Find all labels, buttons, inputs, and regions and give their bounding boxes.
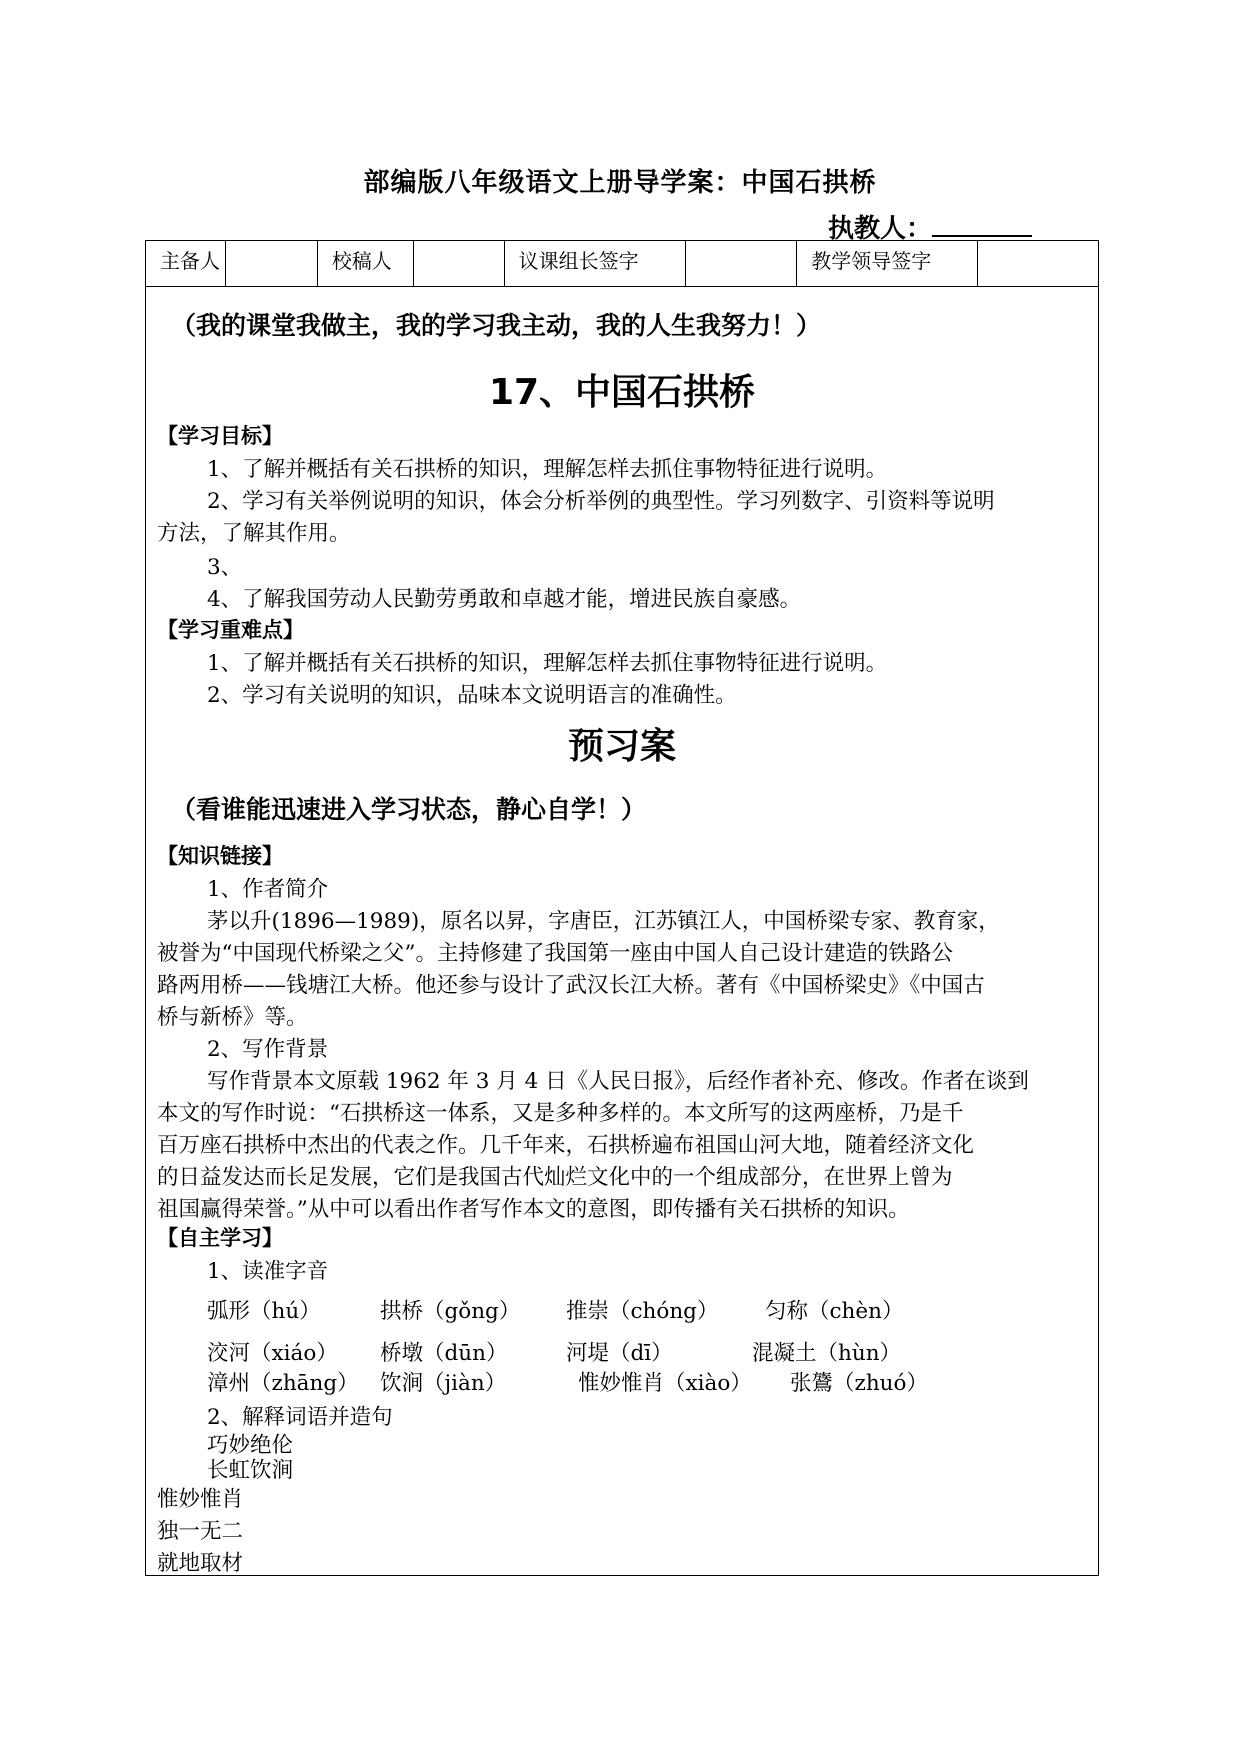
pinyin-item: 饮涧（jiàn） xyxy=(380,1371,507,1396)
proofreader-cell[interactable] xyxy=(413,241,504,287)
leader-sign-label: 教学领导签字 xyxy=(797,241,978,287)
background-line-1: 写作背景本文原载 1962 年 3 月 4 日《人民日报》，后经作者补充、修改。作者在谈到 xyxy=(207,1069,1029,1094)
pinyin-item: 河堤（dī） xyxy=(566,1341,673,1366)
goal-3: 3、 xyxy=(207,555,243,580)
pinyin-item: 推崇（chóng） xyxy=(566,1299,719,1324)
author-line-1: 茅以升(1896—1989)，原名以昇，字唐臣，江苏镇江人，中国桥梁专家、教育家， xyxy=(207,909,1000,934)
document-title: 部编版八年级语文上册导学案：中国石拱桥 xyxy=(363,168,877,198)
motto-2: （看谁能迅速进入学习状态，静心自学！） xyxy=(171,795,647,824)
vocab-item: 惟妙惟肖 xyxy=(157,1487,244,1512)
background-line-2: 本文的写作时说：“石拱桥这一体系，又是多种多样的。本文所写的这两座桥，乃是千 xyxy=(157,1101,964,1126)
goal-4: 4、了解我国劳动人民勤劳勇敢和卓越才能，增进民族自豪感。 xyxy=(207,587,802,612)
self-study-heading: 【自主学习】 xyxy=(157,1226,283,1250)
pinyin-item: 张鷟（zhuó） xyxy=(790,1371,928,1396)
pinyin-item: 漳州（zhāng） xyxy=(207,1371,359,1396)
teacher-label: 执教人： xyxy=(828,214,933,244)
preview-title: 预习案 xyxy=(567,726,676,767)
leader-sign-cell[interactable] xyxy=(978,241,1099,287)
goal-2b: 方法，了解其作用。 xyxy=(157,521,351,546)
background-line-4: 的日益发达而长足发展，它们是我国古代灿烂文化中的一个组成部分，在世界上曾为 xyxy=(157,1165,953,1190)
pinyin-item: 拱桥（gǒng） xyxy=(380,1299,521,1324)
goal-2a: 2、学习有关举例说明的知识，体会分析举例的典型性。学习列数字、引资料等说明 xyxy=(207,489,995,514)
keypoint-1: 1、了解并概括有关石拱桥的知识，理解怎样去抓住事物特征进行说明。 xyxy=(207,651,888,676)
lesson-title: 17、中国石拱桥 xyxy=(488,372,756,413)
vocab-item: 就地取材 xyxy=(157,1551,244,1576)
goal-1: 1、了解并概括有关石拱桥的知识，理解怎样去抓住事物特征进行说明。 xyxy=(207,457,888,482)
author-heading: 1、作者简介 xyxy=(207,877,329,902)
preparer-label: 主备人 xyxy=(146,241,226,287)
pinyin-item: 混凝土（hùn） xyxy=(752,1341,902,1366)
vocab-item: 长虹饮涧 xyxy=(207,1458,294,1483)
pronunciation-heading: 1、读准字音 xyxy=(207,1259,329,1284)
goals-heading: 【学习目标】 xyxy=(157,424,283,448)
background-line-5: 祖国赢得荣誉。”从中可以看出作者写作本文的意图，即传播有关石拱桥的知识。 xyxy=(157,1197,910,1222)
keypoint-2: 2、学习有关说明的知识，品味本文说明语言的准确性。 xyxy=(207,683,737,708)
background-heading: 2、写作背景 xyxy=(207,1037,329,1062)
group-leader-label: 议课组长签字 xyxy=(504,241,686,287)
vocab-heading: 2、解释词语并造句 xyxy=(207,1405,393,1430)
vocab-item: 巧妙绝伦 xyxy=(207,1433,294,1458)
pinyin-item: 洨河（xiáo） xyxy=(207,1341,338,1366)
knowledge-heading: 【知识链接】 xyxy=(157,844,283,868)
pinyin-item: 惟妙惟肖（xiào） xyxy=(578,1371,752,1396)
author-line-4: 桥与新桥》等。 xyxy=(157,1005,308,1030)
proofreader-label: 校稿人 xyxy=(317,241,413,287)
pinyin-item: 匀称（chèn） xyxy=(765,1299,904,1324)
teacher-blank[interactable] xyxy=(932,211,1032,237)
author-line-3: 路两用桥——钱塘江大桥。他还参与设计了武汉长江大桥。著有《中国桥梁史》《中国古 xyxy=(157,973,985,998)
author-line-2: 被誉为“中国现代桥梁之父”。主持修建了我国第一座由中国人自己设计建造的铁路公 xyxy=(157,941,953,966)
pinyin-item: 桥墩（dūn） xyxy=(380,1341,508,1366)
pinyin-item: 弧形（hú） xyxy=(207,1299,321,1324)
motto-1: （我的课堂我做主，我的学习我主动，我的人生我努力！） xyxy=(171,311,822,340)
preparer-cell[interactable] xyxy=(225,241,317,287)
group-leader-cell[interactable] xyxy=(686,241,797,287)
signature-table xyxy=(145,240,1099,287)
keypoints-heading: 【学习重难点】 xyxy=(157,618,304,642)
background-line-3: 百万座石拱桥中杰出的代表之作。几千年来，石拱桥遍布祖国山河大地，随着经济文化 xyxy=(157,1133,975,1158)
vocab-item: 独一无二 xyxy=(157,1519,244,1544)
